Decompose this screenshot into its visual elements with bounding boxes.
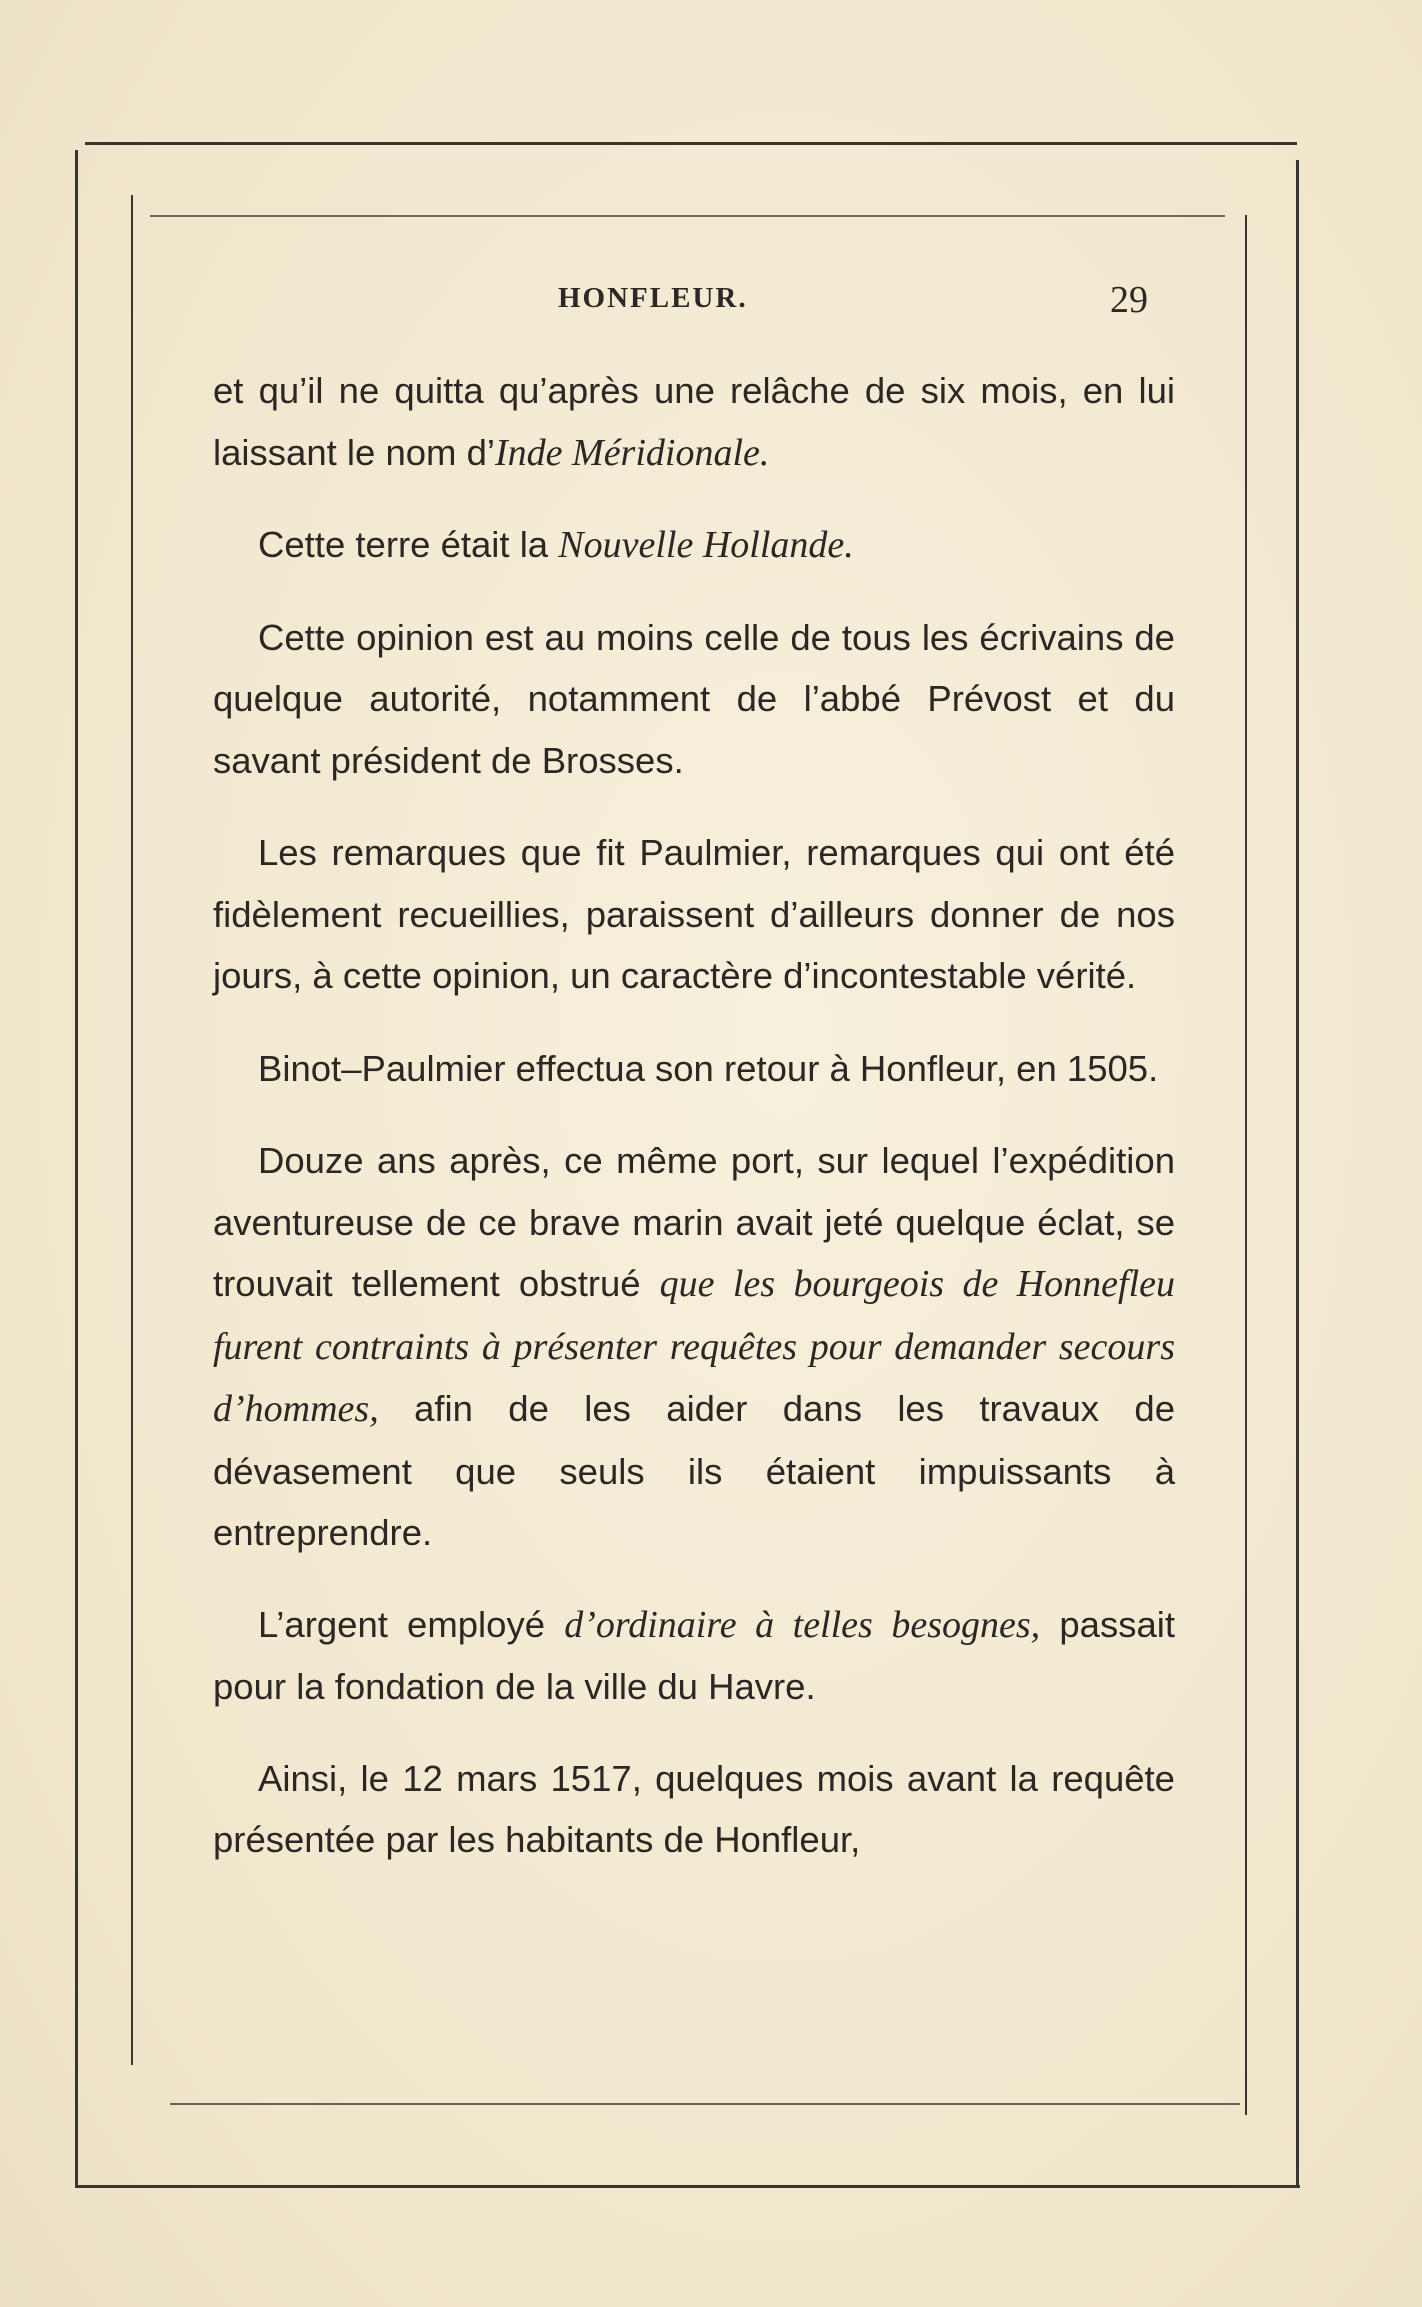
paragraph-4 [213, 822, 1175, 1008]
paragraph-italic: que les bourgeois de Honnefleu furent contraints à présenter requêtes pour demander secours d’hommes, [213, 1263, 1175, 1430]
paragraph-7 [213, 1594, 1175, 1718]
outer-top-rule [85, 142, 1297, 145]
inner-top-rule [150, 215, 1225, 217]
paragraph-italic: Nouvelle Hollande. [558, 524, 854, 566]
paragraph-italic: d’ordinaire à telles besognes, [564, 1603, 1041, 1646]
paragraph-text: Les remarques que fit Paulmier, remarques qui ont été fidèlement recueillies, paraissent d’ailleurs donner de nos jours, à cette opinion, un caractère d’incontestable vérité. [213, 832, 1175, 996]
outer-right-rule [1296, 160, 1299, 2185]
paragraph-italic: Inde Méridionale. [495, 431, 770, 474]
body-text [213, 360, 1175, 1902]
outer-left-rule [75, 150, 78, 2185]
paragraph-text: Douze ans après, ce même port, sur lequel l’expédition aventureuse de ce brave marin avait jeté quelque éclat, se trouvait tellement obstrué [213, 1140, 1175, 1304]
inner-bottom-rule [170, 2103, 1240, 2105]
paragraph-8 [213, 1748, 1175, 1872]
paragraph-text: et qu’il ne quitta qu’après une relâche de six mois, en lui laissant le nom d’ [213, 370, 1175, 473]
paragraph-6 [213, 1130, 1175, 1564]
paragraph-text: Ainsi, le 12 mars 1517, quelques mois avant la requête présentée par les habitants de Honfleur, [213, 1757, 1175, 1860]
paragraph-1 [213, 360, 1175, 484]
paragraph-3 [213, 607, 1175, 793]
inner-left-rule [131, 195, 133, 2065]
paragraph-text: afin de les aider dans les travaux de dévasement que seuls ils étaient impuissants à entreprendre. [213, 1388, 1175, 1553]
paragraph-text: L’argent employé [258, 1603, 565, 1645]
paragraph-5 [213, 1038, 1175, 1101]
outer-bottom-rule [75, 2185, 1300, 2188]
paragraph-text: Cette opinion est au moins celle de tous les écrivains de quelque autorité, notamment de l’abbé Prévost et du savant président de Brosses. [213, 616, 1175, 781]
inner-right-rule [1245, 215, 1247, 2115]
paragraph-text: passait pour la fondation de la ville du Havre. [213, 1603, 1175, 1707]
paragraph-2 [213, 514, 1175, 577]
paragraph-text: Binot–Paulmier effectua son retour à Honfleur, en 1505. [258, 1047, 1159, 1089]
paragraph-text: Cette terre était la [258, 524, 559, 565]
running-header: HONFLEUR. [558, 282, 748, 314]
page-number: 29 [1110, 279, 1148, 321]
